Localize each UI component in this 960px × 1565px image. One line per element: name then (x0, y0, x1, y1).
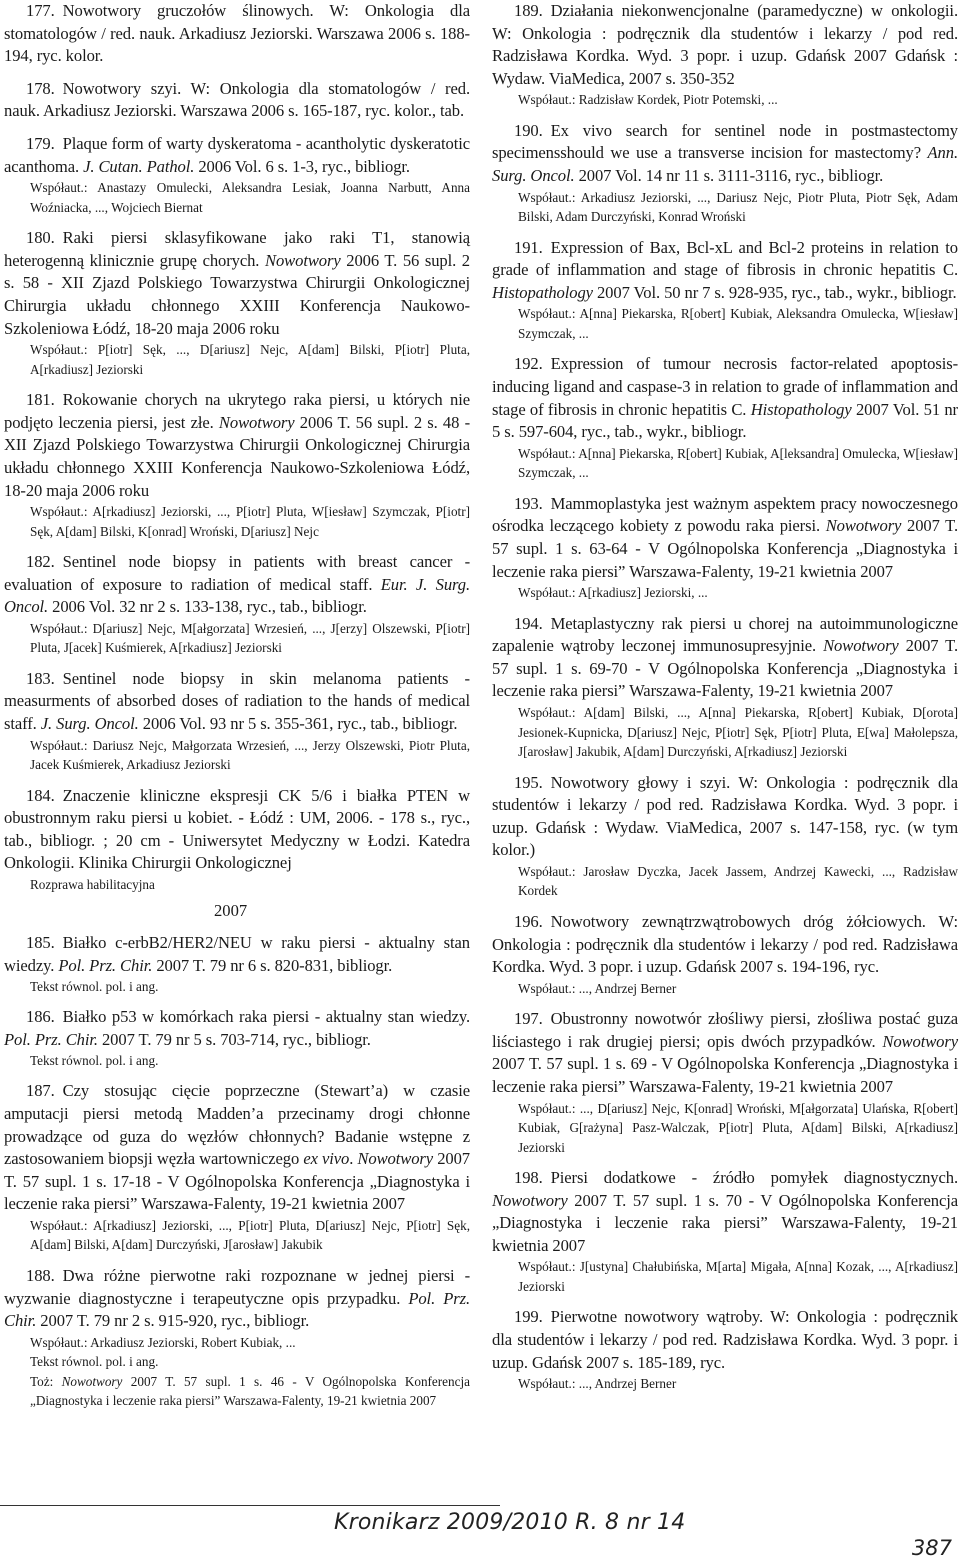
entry-citation: 195. Nowotwory głowy i szyi. W: Onkologia : podręcznik dla studentów i lekarzy / pod red. Radzisława Kordka. Wyd. 3 popr. i uzup. Gdańsk : Wydaw. ViaMedica, 2007 s. 147-158, ryc. (w tym kolor.) (492, 772, 958, 860)
entry-coauthors: Współaut.: ..., Andrzej Berner (518, 1376, 677, 1392)
bibliography-entry (492, 0, 958, 110)
bibliography-entry (4, 78, 470, 123)
entry-coauthors: Współaut.: ..., D[ariusz] Nejc, K[onrad] Wroński, M[ałgorzata] Ulańska, R[obert] Kubiak, G[rażyna] Pasz-Walczak, P[iotr] Pluta, A[dam] Bilski, A[rkadiusz] Jeziorski (518, 1100, 958, 1155)
bibliography-entry (4, 668, 470, 775)
entry-remark: Rozprawa habilitacyjna (30, 877, 155, 893)
bibliography-entry (4, 0, 470, 68)
entry-citation: 196. Nowotwory zewnątrzwątrobowych dróg żółciowych. W: Onkologia : podręcznik dla studentów i lekarzy / pod red. Radzisława Kordka. Wyd. 3 popr. i uzup. Gdańsk 2007 s. 194-196, ryc. (492, 911, 958, 977)
entry-citation: 183. Sentinel node biopsy in skin melanoma patients - measurments of absorbed doses of radiation to the hands of medical staff. J. Surg. Oncol. 2006 Vol. 93 nr 5 s. 355-361, ryc., tab., bibliogr. (4, 668, 470, 734)
entry-coauthors: Współaut.: A[rkadiusz] Jeziorski, ... (518, 585, 708, 601)
bibliography-entry (492, 353, 958, 482)
entry-citation: 198. Piersi dodatkowe - źródło pomyłek diagnostycznych. Nowotwory 2007 T. 57 supl. 1 s. 70 - V Ogólnopolska Konferencja „Diagnostyka i leczenie raka piersi” Warszawa-Falenty, 19-21 kwietnia 2007 (492, 1168, 958, 1255)
left-column (4, 0, 470, 1421)
entry-citation: 177. Nowotwory gruczołów ślinowych. W: Onkologia dla stomatologów / red. nauk. Arkadiusz Jeziorski. Warszawa 2006 s. 188-194, ryc. kolor. (4, 1, 470, 66)
entry-citation: 186. Białko p53 w komórkach raka piersi - aktualny stan wiedzy. Pol. Prz. Chir. 2007 T. 79 nr 5 s. 703-714, ryc., bibliogr. (4, 1007, 470, 1049)
entry-coauthors: Współaut.: J[ustyna] Chałubińska, M[arta] Migała, A[nna] Kozak, ..., A[rkadiusz] Jeziorski (518, 1259, 958, 1294)
bibliography-entry (4, 227, 470, 379)
bibliography-entry (492, 120, 958, 227)
entry-citation: 184. Znaczenie kliniczne ekspresji CK 5/6 i białka PTEN w obustronnym raku piersi u kobiet. - Łódź : UM, 2006. - 178 s., ryc., tab., bibliogr. ; 20 cm - Uniwersytet Medyczny w Łodzi. Katedra Onkologii. Klinika Chirurgii Onkologicznej (4, 785, 470, 873)
entry-citation: 194. Metaplastyczny rak piersi u chorej na autoimmunologiczne zapalenie wątroby leczonej immunosupresyjnie. Nowotwory 2007 T. 57 supl. 1 s. 69-70 - V Ogólnopolska Konferencja „Diagnostyka i leczenie raka piersi” Warszawa-Falenty, 19-21 kwietnia 2007 (492, 613, 959, 701)
bibliography-entry (492, 237, 958, 344)
footer-title: Kronikarz 2009/2010 R. 8 nr 14 (334, 1510, 686, 1535)
entry-coauthors: Współaut.: Anastazy Omulecki, Aleksandra Lesiak, Joanna Narbutt, Anna Woźniacka, ..., Wojciech Biernat (30, 180, 470, 215)
entry-citation: 182. Sentinel node biopsy in patients with breast cancer - evaluation of exposure to radiation of medical staff. Eur. J. Surg. Oncol. 2006 Vol. 32 nr 2 s. 133-138, ryc., tab., bibliogr. (4, 552, 470, 617)
bibliography-entry (4, 133, 470, 217)
entry-citation: 197. Obustronny nowotwór złośliwy piersi, złośliwa postać guza liściastego i rak drugiej piersi; opis dwóch przypadków. Nowotwory 2007 T. 57 supl. 1 s. 69 - V Ogólnopolska Konferencja „Diagnostyka i leczenie raka piersi” Warszawa-Falenty, 19-21 kwietnia 2007 (492, 1009, 958, 1096)
entry-coauthors: Współaut.: A[dam] Bilski, ..., A[nna] Piekarska, R[obert] Kubiak, D[orota] Jesionek-Kupnicka, D[ariusz] Nejc, P[iotr] Sęk, P[iotr] Pluta, E[wa] Małolepsza, J[arosław] Jakubik, A[dam] Durczyński, A[rkadiusz] Jeziorski (518, 705, 958, 760)
entry-citation: 199. Pierwotne nowotwory wątroby. W: Onkologia : podręcznik dla studentów i lekarzy / pod red. Radzisława Kordka. Wyd. 3 popr. i uzup. Gdańsk 2007 s. 185-189, ryc. (492, 1307, 958, 1372)
entry-coauthors: Współaut.: D[ariusz] Nejc, M[ałgorzata] Wrzesień, ..., J[erzy] Olszewski, P[iotr] Pluta, J[acek] Kuśmierek, A[rkadiusz] Jeziorski (30, 620, 470, 656)
entry-citation: 187. Czy stosując cięcie poprzeczne (Stewart’a) w czasie amputacji piersi metodą Madden’a przecinamy drogi chłonne prowadzące od guza do węzłów chłonnych? Badanie wstępne z zastosowaniem biopsji węzła wartowniczego ex vivo. Nowotwory 2007 T. 57 supl. 1 s. 17-18 - V Ogólnopolska Konferencja „Diagnostyka i leczenie raka piersi” Warszawa-Falenty, 19-21 kwietnia 2007 (4, 1081, 470, 1214)
entry-citation: 180. Raki piersi sklasyfikowane jako raki T1, stanowią heterogenną klinicznie grupę chorych. Nowotwory 2006 T. 56 supl. 2 s. 58 - XII Zjazd Polskiego Towarzystwa Chirurgii Onkologicznej Chirurgia układu chłonnego XXIII Konferencja Naukowo-Szkoleniowa Łódź, 18-20 maja 2006 roku (4, 228, 470, 338)
bibliography-entry (492, 613, 958, 762)
bibliography-entry (492, 493, 958, 603)
entry-citation: 178. Nowotwory szyi. W: Onkologia dla stomatologów / red. nauk. Arkadiusz Jeziorski. Warszawa 2006 s. 165-187, ryc. kolor., tab. (4, 78, 470, 121)
entry-coauthors: Współaut.: A[nna] Piekarska, R[obert] Kubiak, Aleksandra Omulecka, W[iesław] Szymczak, ... (518, 306, 958, 341)
entry-coauthors: Współaut.: A[rkadiusz] Jeziorski, ..., P[iotr] Pluta, W[iesław] Szymczak, P[iotr] Sęk, A[dam] Bilski, K[onrad] Wroński, D[ariusz] Nejc (30, 504, 470, 539)
entry-coauthors: Współaut.: P[iotr] Sęk, ..., D[ariusz] Nejc, A[dam] Bilski, P[iotr] Pluta, A[rkadiusz] Jeziorski (30, 342, 470, 377)
entry-citation: 181. Rokowanie chorych na ukrytego raka piersi, u których nie podjęto leczenia piersi, jest złe. Nowotwory 2006 T. 56 supl. 2 s. 48 - XII Zjazd Polskiego Towarzystwa Chirurgii Onkologicznej Chirurgia układu chłonnego XXIII Konferencja Naukowo-Szkoleniowa Łódź, 18-20 maja 2006 roku (4, 390, 470, 500)
entry-citation: 188. Dwa różne pierwotne raki rozpoznane w jednej piersi - wyzwanie diagnostyczne i terapeutyczne opis przypadku. Pol. Prz. Chir. 2007 T. 79 nr 2 s. 915-920, ryc., bibliogr. (4, 1265, 470, 1331)
entry-coauthors: Współaut.: Dariusz Nejc, Małgorzata Wrzesień, ..., Jerzy Olszewski, Piotr Pluta, Jacek Kuśmierek, Arkadiusz Jeziorski (30, 737, 470, 773)
bibliography-entry (4, 1080, 470, 1255)
bibliography-entry (492, 1008, 958, 1157)
bibliography-entry (492, 1167, 958, 1296)
bibliography-entry (4, 1006, 470, 1070)
entry-remark: Tekst równol. pol. i ang. (30, 1053, 159, 1069)
entry-coauthors: Współaut.: Jarosław Dyczka, Jacek Jassem, Andrzej Kawecki, ..., Radzisław Kordek (518, 863, 958, 899)
entry-coauthors: Toż: Nowotwory 2007 T. 57 supl. 1 s. 46 - V Ogólnopolska Konferencja „Diagnostyka i leczenie raka piersi” Warszawa-Falenty, 19-21 kwietnia 2007 (30, 1373, 470, 1409)
year-heading: 2007 (214, 901, 248, 921)
bibliography-entry (4, 551, 470, 658)
entry-remark: Tekst równol. pol. i ang. (30, 979, 159, 995)
entry-citation: 179. Plaque form of warty dyskeratoma - acantholytic dyskeratotic acanthoma. J. Cutan. Pathol. 2006 Vol. 6 s. 1-3, ryc., bibliogr. (4, 133, 470, 176)
entry-coauthors: Współaut.: Arkadiusz Jeziorski, Robert Kubiak, ... (30, 1334, 296, 1350)
footer-rule (0, 1505, 500, 1506)
entry-coauthors: Współaut.: ..., Andrzej Berner (518, 980, 677, 996)
entry-citation: 193. Mammoplastyka jest ważnym aspektem pracy nowoczesnego ośrodka leczącego kobiety z powodu raka piersi. Nowotwory 2007 T. 57 supl. 1 s. 63-64 - V Ogólnopolska Konferencja „Diagnostyka i leczenie raka piersi” Warszawa-Falenty, 19-21 kwietnia 2007 (492, 493, 959, 581)
bibliography-entry (492, 772, 958, 901)
bibliography-entry (492, 911, 958, 998)
entry-citation: 185. Białko c-erbB2/HER2/NEU w raku piersi - aktualny stan wiedzy. Pol. Prz. Chir. 2007 T. 79 nr 6 s. 820-831, bibliogr. (4, 933, 470, 975)
entry-citation: 189. Działania niekonwencjonalne (paramedyczne) w onkologii. W: Onkologia : podręcznik dla studentów i lekarzy / pod red. Radzisława Kordka. Wyd. 3 popr. i uzup. Gdańsk 2007 Gdańsk : Wydaw. ViaMedica, 2007 s. 350-352 (492, 1, 958, 88)
bibliography-entry (4, 932, 470, 996)
bibliography-entry (492, 1306, 958, 1393)
bibliography-entry (4, 389, 470, 541)
page-number: 387 (911, 1536, 952, 1560)
bibliography-entry (4, 785, 470, 922)
right-column (492, 0, 958, 1404)
entry-coauthors: Tekst równol. pol. i ang. (30, 1354, 159, 1370)
bibliography-entry (4, 1265, 470, 1411)
entry-citation: 190. Ex vivo search for sentinel node in postmastectomy specimensshould we use a transverse incision for mastectomy? Ann. Surg. Oncol. 2007 Vol. 14 nr 11 s. 3111-3116, ryc., bibliogr. (492, 120, 958, 186)
entry-coauthors: Współaut.: A[nna] Piekarska, R[obert] Kubiak, A[leksandra] Omulecka, W[iesław] Szymczak, ... (518, 445, 958, 481)
entry-coauthors: Współaut.: A[rkadiusz] Jeziorski, ..., P[iotr] Pluta, D[ariusz] Nejc, P[iotr] Sęk, A[dam] Bilski, A[dam] Durczyński, J[arosław] Jakubik (30, 1217, 470, 1253)
entry-coauthors: Współaut.: Arkadiusz Jeziorski, ..., Dariusz Nejc, Piotr Pluta, Piotr Sęk, Adam Bilski, Adam Durczyński, Konrad Wroński (518, 189, 958, 225)
entry-citation: 191. Expression of Bax, Bcl-xL and Bcl-2 proteins in relation to grade of inflammation and stage of fibrosis in chronic hepatitis C. Histopathology 2007 Vol. 50 nr 7 s. 928-935, ryc., tab., wykr., bibliogr. (492, 237, 958, 302)
entry-coauthors: Współaut.: Radzisław Kordek, Piotr Potemski, ... (518, 92, 778, 108)
entry-citation: 192. Expression of tumour necrosis factor-related apoptosis-inducing ligand and caspase-3 in relation to grade of inflammation and stage of fibrosis in chronic hepatitis C. Histopathology 2007 Vol. 51 nr 5 s. 597-604, ryc., tab., wykr., bibliogr. (492, 354, 958, 442)
